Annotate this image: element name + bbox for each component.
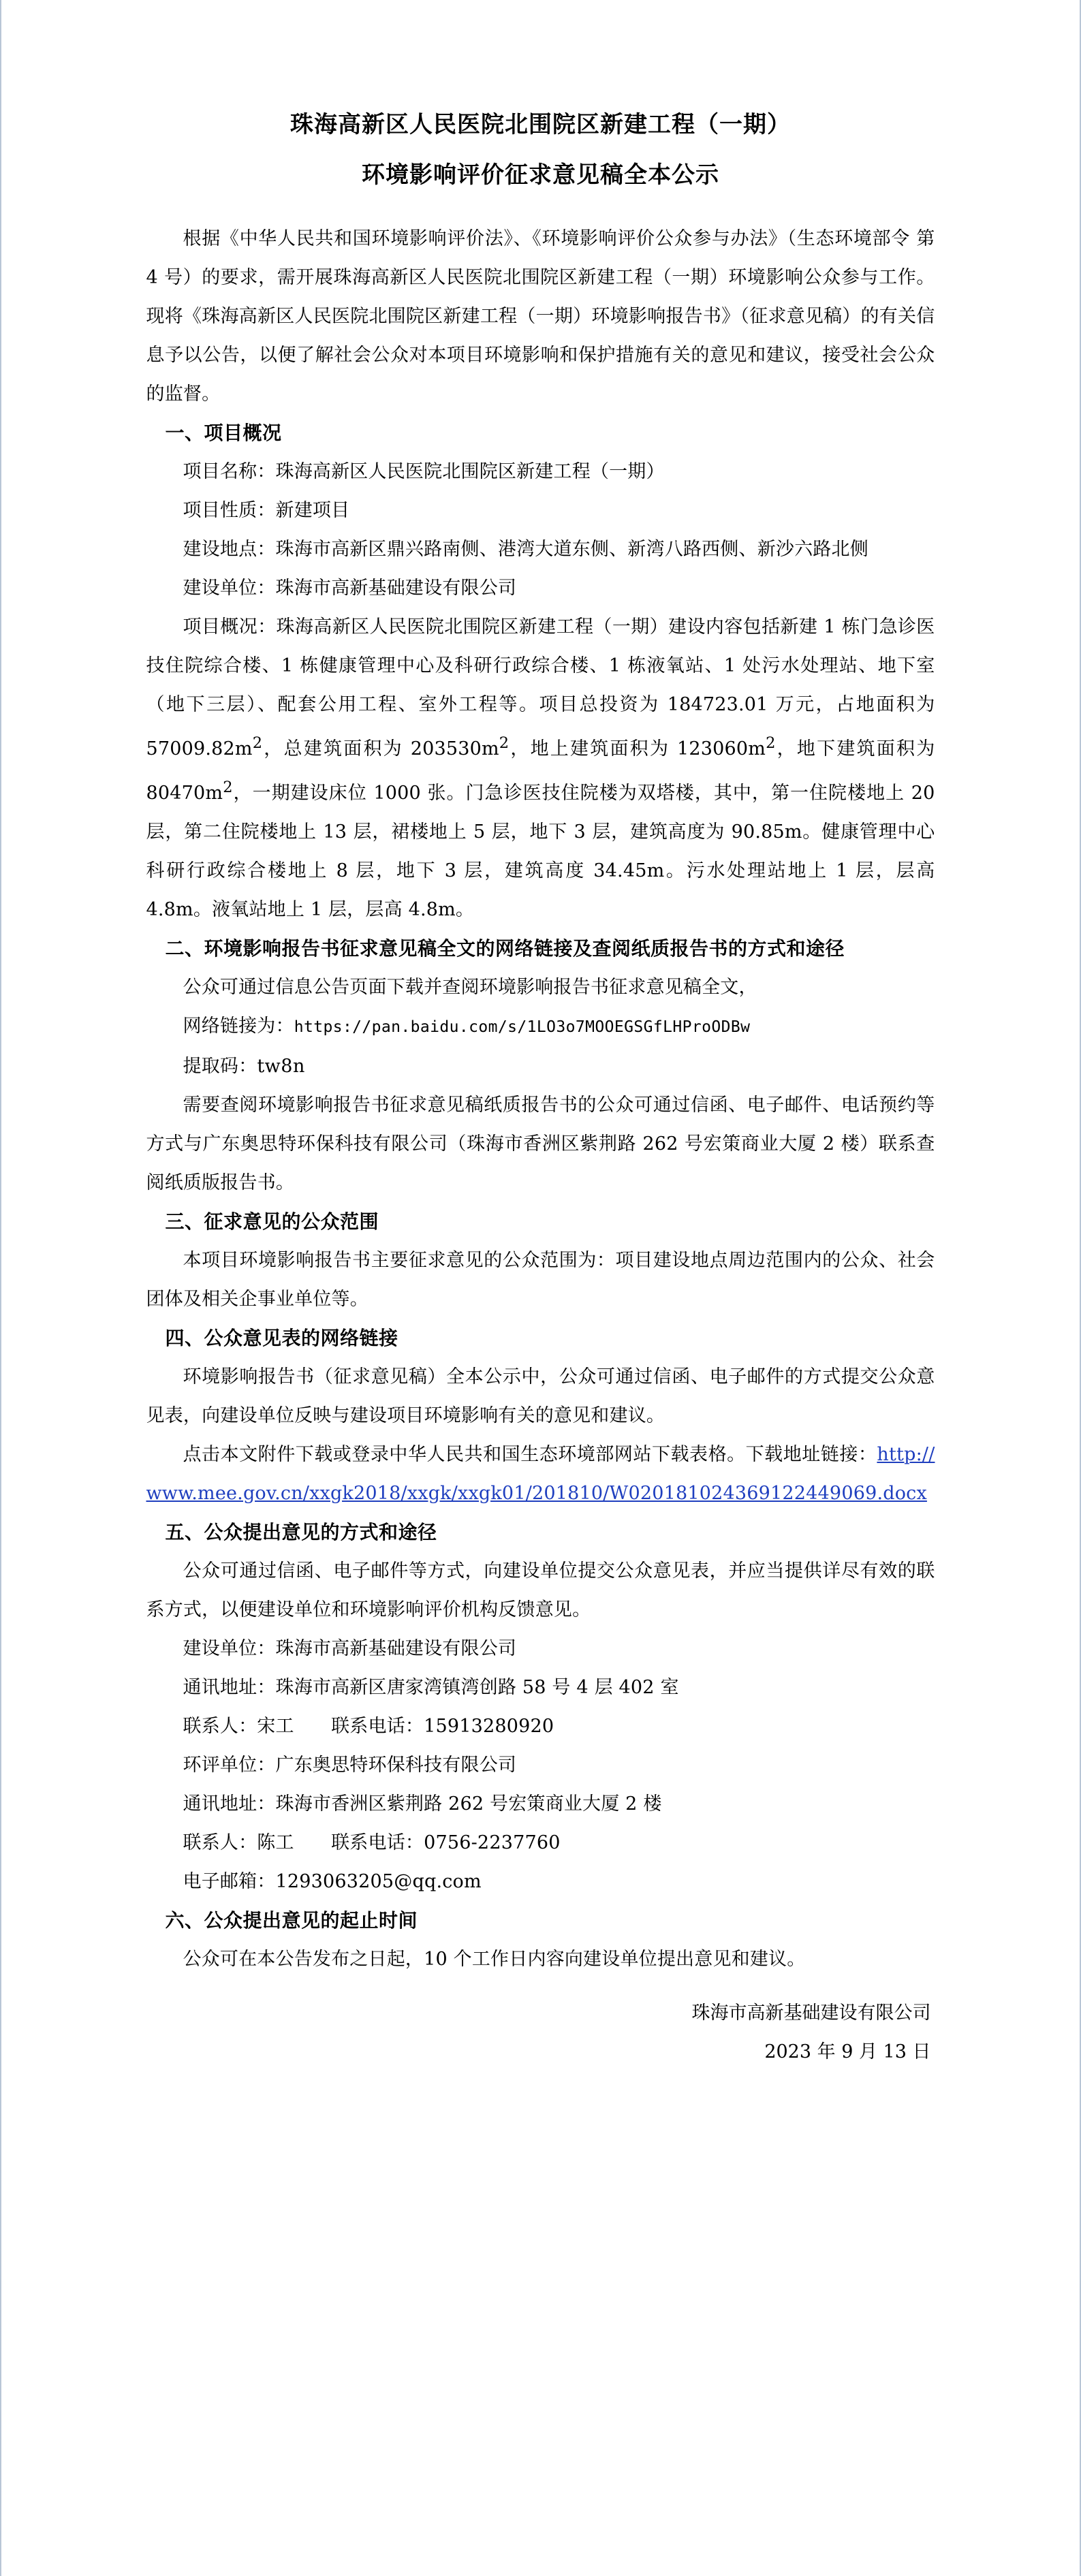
- extraction-code-line: [146, 1047, 935, 1086]
- report-download-paragraph: 公众可通过信息公告页面下载并查阅环境影响报告书征求意见稿全文，: [183, 977, 757, 998]
- superscript-square-3: 2: [766, 734, 776, 752]
- overview-text-2: ，总建筑面积为 203530m: [262, 738, 499, 759]
- public-scope-paragraph: 本项目环境影响报告书主要征求意见的公众范围为：项目建设地点周边范围内的公众、社会团体及相关企事业单位等。: [146, 1250, 935, 1310]
- signature-date: 2023 年 9 月 13 日: [764, 2041, 931, 2062]
- document-content: [146, 0, 935, 2071]
- project-location-line: 建设地点：珠海市高新区鼎兴路南侧、港湾大道东侧、新湾八路西侧、新沙六路北侧: [183, 539, 868, 560]
- overview-text-5: ，一期建设床位 1000 张。门急诊医技住院楼为双塔楼，其中，第一住院楼地上 20 层，第二住院楼地上 13 层，裙楼地上 5 层，地下 3 层，建筑高度为 90.85m。健康管理中心科研行政综合楼地上 8 层，地下 3 层，建筑高度 34.45m。污水处理站地上 1 层，层高 4.8m。液氧站地上 1 层，层高 4.8m。: [146, 783, 935, 920]
- opinion-form-paragraph: 环境影响报告书（征求意见稿）全本公示中，公众可通过信函、电子邮件的方式提交公众意见表，向建设单位反映与建设项目环境影响有关的意见和建议。: [146, 1366, 935, 1426]
- download-link-prefix: 点击本文附件下载或登录中华人民共和国生态环境部网站下载表格。下载地址链接：: [183, 1444, 877, 1465]
- extraction-code-value: tw8n: [257, 1056, 305, 1077]
- superscript-square-1: 2: [252, 734, 263, 752]
- superscript-square-2: 2: [499, 734, 510, 752]
- contact-construction-unit: 建设单位：珠海市高新基础建设有限公司: [183, 1638, 517, 1659]
- section-heading-2: 二、环境影响报告书征求意见稿全文的网络链接及查阅纸质报告书的方式和途径: [165, 937, 845, 960]
- section-heading-4: 四、公众意见表的网络链接: [165, 1327, 398, 1349]
- network-link-label: 网络链接为：: [183, 1016, 294, 1037]
- contact-construction-address: 通讯地址：珠海市高新区唐家湾镇湾创路 58 号 4 层 402 室: [183, 1677, 679, 1698]
- overview-text-1: 项目概况：珠海高新区人民医院北围院区新建工程（一期）建设内容包括新建 1 栋门急诊医技住院综合楼、1 栋健康管理中心及科研行政综合楼、1 栋液氧站、1 处污水处理站、地下室（地下三层）、配套公用工程、室外工程等。项目总投资为 184723.01 万元，占地面积为 57009.82m: [146, 616, 935, 759]
- construction-unit-line: 建设单位：珠海市高新基础建设有限公司: [183, 578, 517, 599]
- opinion-period-paragraph: 公众可在本公告发布之日起，10 个工作日内容向建设单位提出意见和建议。: [183, 1949, 806, 1970]
- contact-eia-person: 联系人：陈工 联系电话：0756-2237760: [183, 1832, 561, 1853]
- contact-eia-unit: 环评单位：广东奥思特环保科技有限公司: [183, 1755, 517, 1776]
- overview-text-4: ，地下建筑面积为 80470m: [146, 738, 935, 804]
- section-heading-3: 三、征求意见的公众范围: [165, 1210, 379, 1233]
- contact-construction-person: 联系人：宋工 联系电话：15913280920: [183, 1716, 554, 1737]
- signature-company: 珠海市高新基础建设有限公司: [691, 2002, 931, 2024]
- section-heading-1: 一、项目概况: [165, 422, 282, 444]
- baidu-pan-url[interactable]: https://pan.baidu.com/s/1LO3o7MOOEGSGfLHProODBw: [294, 1018, 751, 1036]
- download-link-paragraph: [146, 1435, 935, 1513]
- signature-spacer: [146, 1979, 935, 1994]
- overview-text-3: ，地上建筑面积为 123060m: [509, 738, 766, 759]
- submit-opinion-paragraph: 公众可通过信函、电子邮件等方式，向建设单位提交公众意见表，并应当提供详尽有效的联系方式，以便建设单位和环境影响评价机构反馈意见。: [146, 1560, 935, 1620]
- mee-gov-download-link[interactable]: http://www.mee.gov.cn/xxgk2018/xxgk/xxgk01/201810/W020181024369122449069.docx: [146, 1444, 935, 1504]
- contact-email: 电子邮箱：1293063205@qq.com: [183, 1871, 482, 1892]
- extraction-code-label: 提取码：: [183, 1056, 257, 1077]
- intro-paragraph: 根据《中华人民共和国环境影响评价法》、《环境影响评价公众参与办法》（生态环境部令 第 4 号）的要求，需开展珠海高新区人民医院北围院区新建工程（一期）环境影响公众参与工作。现将《珠海高新区人民医院北围院区新建工程（一期）环境影响报告书》（征求意见稿）的有关信息予以公告，以便了解社会公众对本项目环境影响和保护措施有关的意见和建议，接受社会公众的监督。: [146, 228, 935, 405]
- project-nature-line: 项目性质：新建项目: [183, 500, 350, 521]
- paper-copy-paragraph: 需要查阅环境影响报告书征求意见稿纸质报告书的公众可通过信函、电子邮件、电话预约等方式与广东奥思特环保科技有限公司（珠海市香洲区紫荆路 262 号宏策商业大厦 2 楼）联系查阅纸质版报告书。: [146, 1095, 935, 1193]
- project-name-line: 项目名称：珠海高新区人民医院北围院区新建工程（一期）: [183, 461, 665, 482]
- document-title-line-2: 环境影响评价征求意见稿全本公示: [362, 161, 719, 189]
- superscript-square-4: 2: [223, 779, 233, 796]
- contact-eia-address: 通讯地址：珠海市香洲区紫荆路 262 号宏策商业大厦 2 楼: [183, 1793, 662, 1815]
- network-link-line: [146, 1007, 935, 1047]
- document-title-line-1: 珠海高新区人民医院北围院区新建工程（一期）: [290, 111, 791, 138]
- project-overview-paragraph: [146, 608, 935, 929]
- section-heading-6: 六、公众提出意见的起止时间: [165, 1909, 418, 1932]
- section-heading-5: 五、公众提出意见的方式和途径: [165, 1521, 437, 1543]
